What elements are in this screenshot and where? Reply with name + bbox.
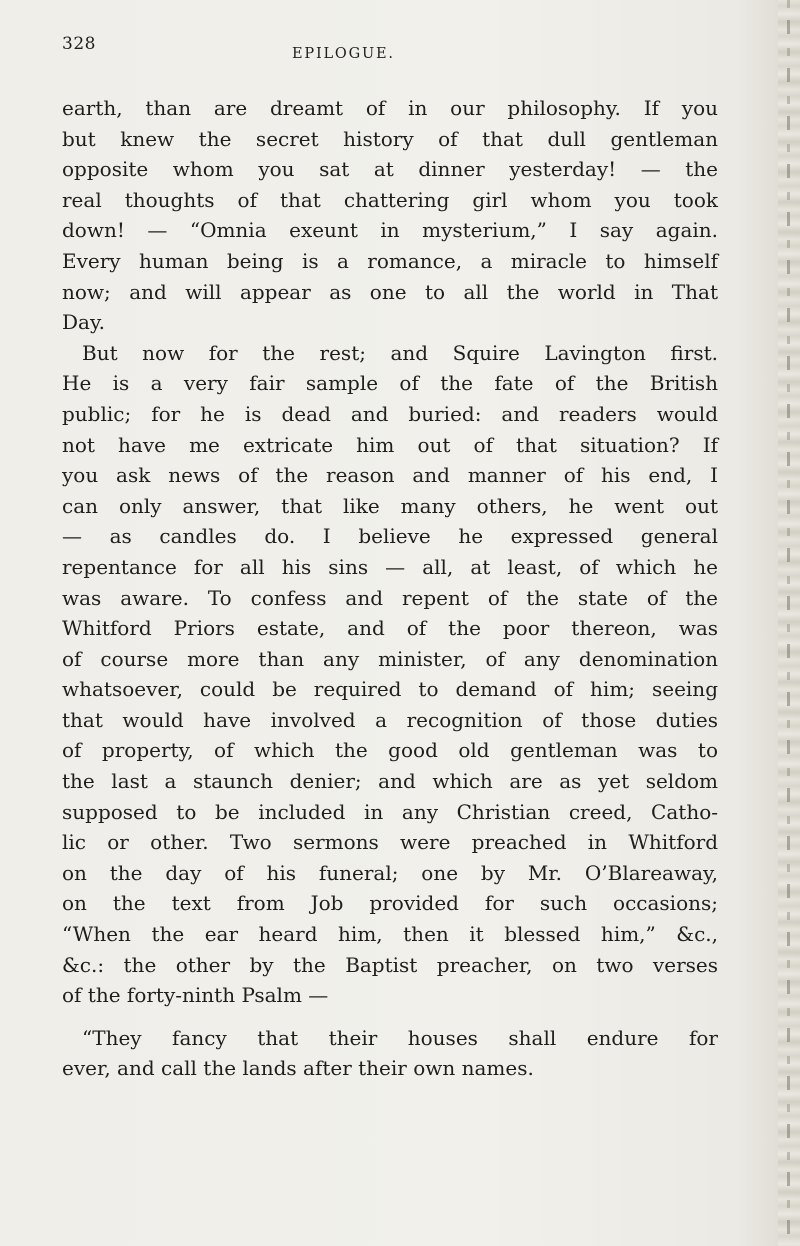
text-line: of the forty-ninth Psalm — <box>62 983 329 1008</box>
text-line: Every human being is a romance, a miracle to himself <box>62 248 718 273</box>
text-line: was aware. To confess and repent of the state of the <box>62 585 718 610</box>
text-line: repentance for all his sins — all, at least, of which he <box>62 554 718 579</box>
text-line: Whitford Priors estate, and of the poor thereon, was <box>62 616 718 641</box>
text-line: Day. <box>62 310 105 335</box>
page-header <box>62 34 682 64</box>
text-line: “They fancy that their houses shall endure for <box>82 1025 718 1050</box>
text-line: ever, and call the lands after their own names. <box>62 1056 534 1081</box>
text-line: that would have involved a recognition of those duties <box>62 707 718 732</box>
text-line: you ask news of the reason and manner of his end, I <box>62 463 718 488</box>
text-line: the last a staunch denier; and which are as yet seldom <box>62 769 718 794</box>
text-line: opposite whom you sat at dinner yesterday! — the <box>62 157 718 182</box>
text-line: real thoughts of that chattering girl whom you took <box>62 187 718 212</box>
text-line: But now for the rest; and Squire Lavington first. <box>82 340 718 365</box>
text-line: of property, of which the good old gentleman was to <box>62 738 718 763</box>
text-line: down! — “Omnia exeunt in mysterium,” I say again. <box>62 218 718 243</box>
text-line: not have me extricate him out of that situation? If <box>62 432 718 457</box>
text-line: can only answer, that like many others, he went out <box>62 493 718 518</box>
text-line: lic or other. Two sermons were preached in Whitford <box>62 830 718 855</box>
paragraph-1 <box>62 93 718 338</box>
text-line: &c.: the other by the Baptist preacher, on two verses <box>62 952 718 977</box>
body-text <box>62 93 718 1084</box>
text-line: of course more than any minister, of any denomination <box>62 646 718 671</box>
running-head: EPILOGUE. <box>292 46 395 62</box>
text-line: supposed to be included in any Christian creed, Catho- <box>62 799 718 824</box>
paragraph-2 <box>62 338 718 1011</box>
text-line: now; and will appear as one to all the world in That <box>62 279 718 304</box>
text-line: on the day of his funeral; one by Mr. O’Blareaway, <box>62 860 718 885</box>
page-number: 328 <box>62 34 96 54</box>
text-line: earth, than are dreamt of in our philosophy. If you <box>62 96 718 120</box>
paragraph-gap <box>62 1011 718 1023</box>
paragraph-3 <box>62 1023 718 1084</box>
text-line: “When the ear heard him, then it blessed him,” &c., <box>62 922 718 947</box>
text-line: whatsoever, could be required to demand of him; seeing <box>62 677 718 702</box>
page-edge-binding <box>787 0 790 1246</box>
text-line: public; for he is dead and buried: and readers would <box>62 401 718 426</box>
text-line: — as candles do. I believe he expressed general <box>62 524 718 549</box>
text-line: but knew the secret history of that dull gentleman <box>62 126 718 151</box>
text-line: on the text from Job provided for such occasions; <box>62 891 718 916</box>
text-line: He is a very fair sample of the fate of the British <box>62 371 718 396</box>
